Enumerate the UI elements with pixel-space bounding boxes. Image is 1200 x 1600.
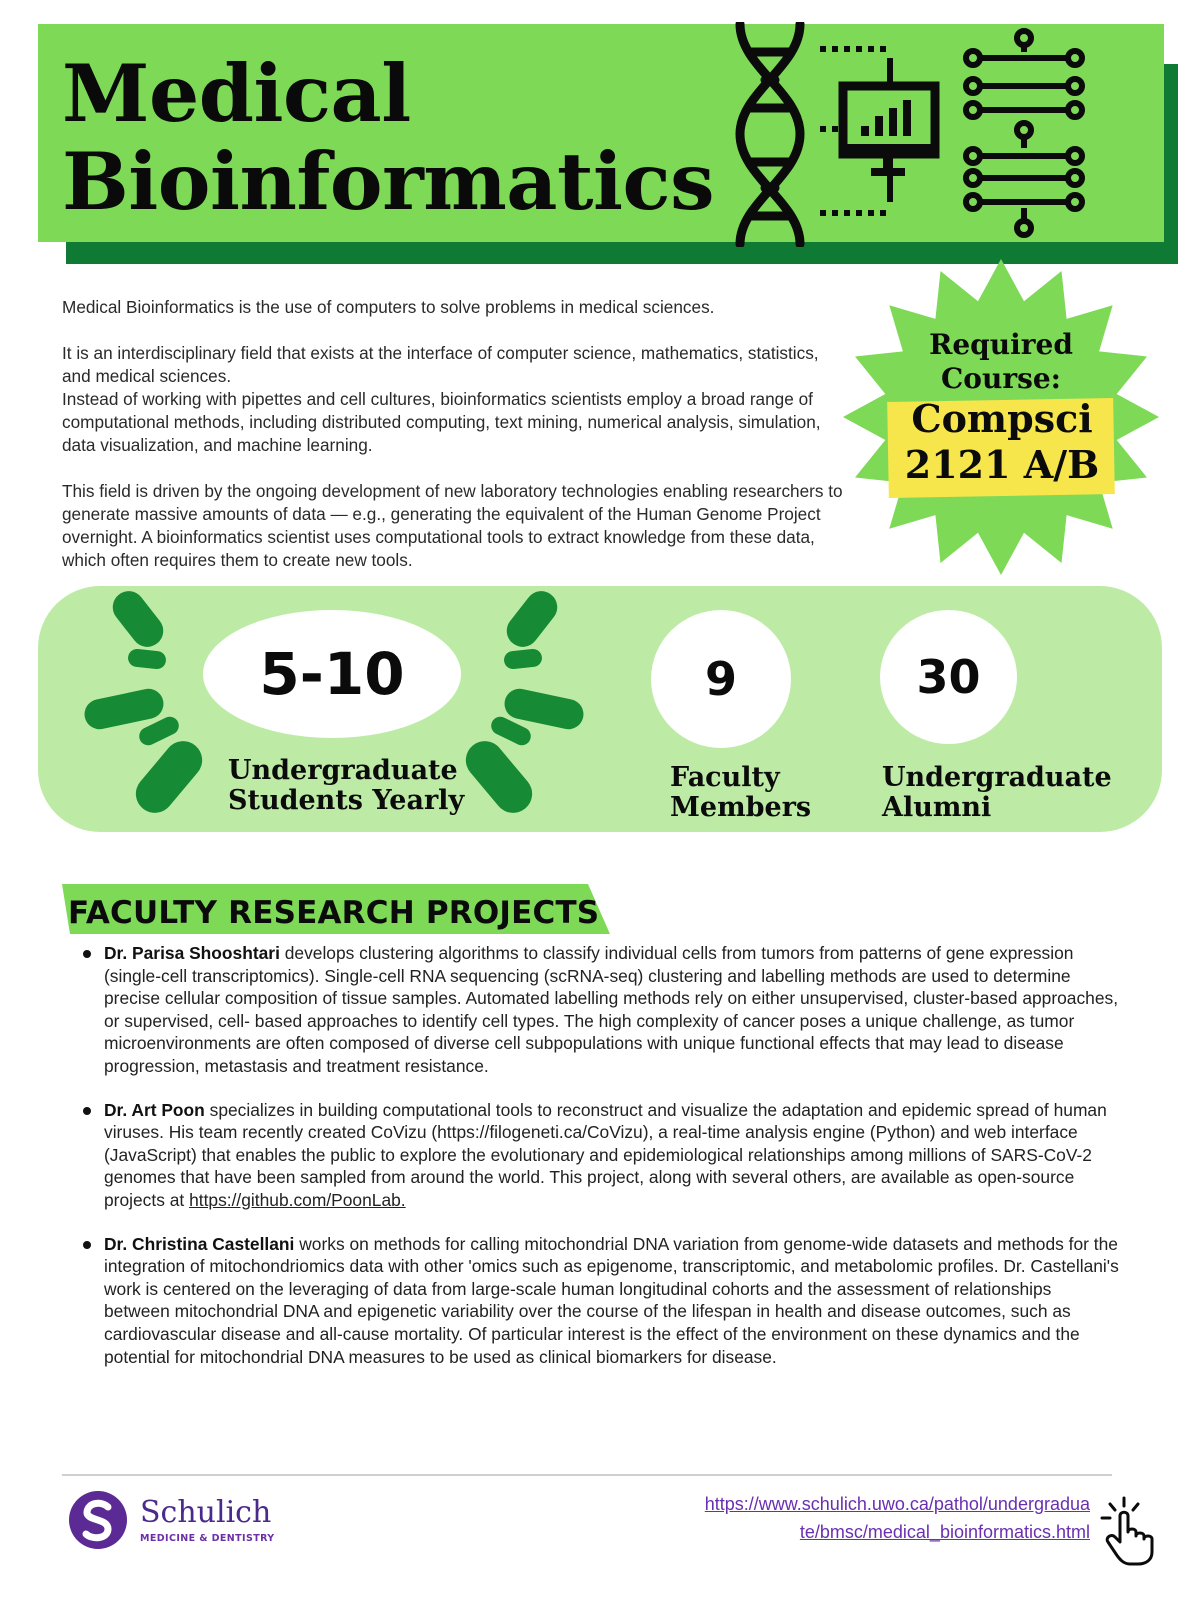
course-code-line-1: Compsci: [911, 396, 1093, 441]
research-description: develops clustering algorithms to classify individual cells from tumors from patterns of gene expression (single-cell transcriptomics). Single-cell RNA sequencing (scRNA-seq) clustering and labelling methods are used to determine precise cellular composition of tissue samples. Automated labelling methods rely on either unsupervised, cluster-based approaches, or supervised, cell- based approaches to identify cell types. The high complexity of cancer poses a unique challenge, as tumor microenvironments are often composed of diverse cell subpopulations with unique functional effects that may lead to disease progression, metastasis and treatment resistance.: [104, 943, 1119, 1076]
intro-paragraph-4: This field is driven by the ongoing development of new laboratory technologies enabling researchers to generate massive amounts of data — e.g., generating the equivalent of the Human Genome Project overnight. A bioinformatics scientist uses computational tools to extract knowledge from these data, which often requires them to create new tools.: [62, 481, 843, 570]
section-heading: FACULTY RESEARCH PROJECTS: [68, 895, 600, 931]
footer-divider: [62, 1474, 1112, 1476]
github-link[interactable]: https://github.com/PoonLab.: [189, 1189, 406, 1210]
burst-left: [82, 586, 210, 821]
intro-text: [62, 296, 852, 595]
badge-label: [842, 328, 1160, 396]
dna-icon: [740, 24, 800, 244]
stat-label-alumni-line-2: Alumni: [882, 792, 992, 823]
badge-label-line-2: Course:: [941, 362, 1061, 395]
logo-wordmark: Schulich: [140, 1495, 272, 1530]
course-code-line-2: 2121 A/B: [904, 442, 1100, 487]
program-url-link[interactable]: [620, 1490, 1090, 1546]
page-title-line-1: Medical: [62, 47, 411, 140]
research-description: specializes in building computational tools to reconstruct and visualize the adaptation and epidemic spread of human viruses. His team recently created CoVizu (https://filogeneti.ca/CoVizu), a real-time analysis engine (Python) and web interface (JavaScript) that enables the public to explore the evolutionary and epidemiological relationships among millions of SARS-CoV-2 genomes that have been sampled from around the world. This project, along with several others, are available as open-source projects at: [104, 1099, 1107, 1210]
burst-right: [458, 586, 586, 821]
stat-label-faculty-line-1: Faculty: [670, 762, 780, 793]
stat-value-faculty: 9: [651, 610, 791, 748]
stat-label-students-line-1: Undergraduate: [228, 755, 458, 786]
list-item: [80, 1233, 1120, 1369]
stat-label-alumni-line-1: Undergraduate: [882, 762, 1112, 793]
stat-label-students: [228, 756, 464, 816]
stat-value-students: 5-10: [203, 610, 461, 738]
intro-paragraph-1: Medical Bioinformatics is the use of computers to solve problems in medical sciences.: [62, 297, 715, 317]
pointing-hand-icon: [1098, 1496, 1160, 1566]
researcher-name: Dr. Art Poon: [104, 1099, 205, 1120]
stat-value-alumni: 30: [880, 610, 1017, 744]
research-description: works on methods for calling mitochondrial DNA variation from genome-wide datasets and methods for the integration of mitochondriomics data with other 'omics such as epigenome, transcriptomic, and metabolomic profiles. Dr. Castellani's work is centered on the leveraging of data from large-scale human longitudinal cohorts and the assessment of relationships between mitochondrial DNA and epigenetic variability over the course of the lifespan in health and disease outcomes, such as cardiovascular disease and all-cause mortality. Of particular interest is the effect of the environment on these dynamics and the potential for mitochondrial DNA measures to be used as clinical biomarkers for disease.: [104, 1233, 1119, 1367]
program-url-line-1: https://www.schulich.uwo.ca/pathol/undergradua: [704, 1494, 1090, 1514]
banner-illustration: [735, 22, 1115, 247]
logo-subtitle: MEDICINE & DENTISTRY: [140, 1533, 275, 1544]
monitor-chart-icon: [839, 58, 939, 202]
research-list: [80, 942, 1120, 1389]
intro-paragraph-2: It is an interdisciplinary field that exists at the interface of computer science, mathematics, statistics, and medical sciences.: [62, 343, 819, 386]
required-course-badge: [842, 258, 1160, 576]
intro-paragraph-3: Instead of working with pipettes and cell cultures, bioinformatics scientists employ a broad range of computational methods, including distributed computing, text mining, numerical analysis, simulation, data visualization, and machine learning.: [62, 389, 821, 455]
circuit-icon: [966, 31, 1082, 235]
researcher-name: Dr. Parisa Shooshtari: [104, 943, 280, 963]
badge-label-line-1: Required: [929, 328, 1073, 361]
stat-label-faculty: [670, 763, 811, 823]
page-title: [62, 47, 715, 228]
list-item: [80, 1099, 1120, 1212]
stat-label-alumni: [882, 763, 1112, 823]
program-url-line-2: te/bmsc/medical_bioinformatics.html: [799, 1522, 1090, 1542]
page-title-line-2: Bioinformatics: [62, 135, 715, 228]
list-item: [80, 942, 1120, 1078]
schulich-logo-icon: [68, 1490, 128, 1550]
researcher-name: Dr. Christina Castellani: [104, 1233, 295, 1254]
stat-label-students-line-2: Students Yearly: [228, 785, 465, 816]
course-code: [882, 396, 1122, 488]
stat-label-faculty-line-2: Members: [670, 792, 812, 823]
